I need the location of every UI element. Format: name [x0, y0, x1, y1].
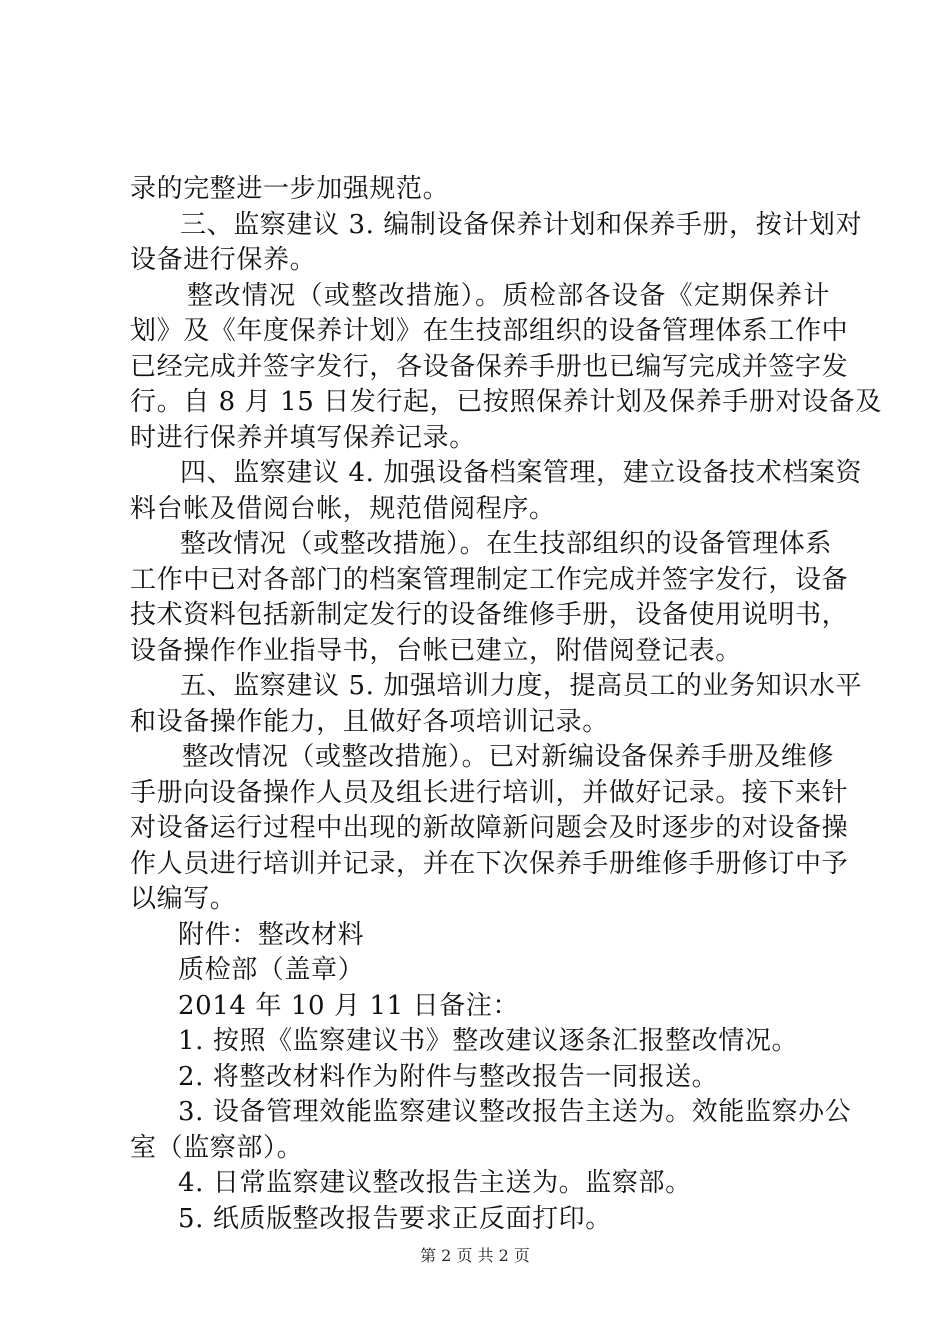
text-line: 2014 年 10 月 11 日备注：	[178, 990, 520, 1021]
text-line: 技术资料包括新制定发行的设备维修手册，设备使用说明书，	[130, 600, 849, 630]
text-line: 5. 纸质版整改报告要求正反面打印。	[178, 1203, 612, 1234]
text-line: 作人员进行培训并记录，并在下次保养手册维修手册修订中予	[130, 848, 849, 879]
text-line: 1. 按照《监察建议书》整改建议逐条汇报整改情况。	[178, 1026, 799, 1056]
text-line: 三、监察建议 3. 编制设备保养计划和保养手册，按计划对	[180, 209, 863, 240]
text-line: 工作中已对各部门的档案管理制定工作完成并签字发行，设备	[130, 564, 849, 595]
text-line: 附件：整改材料	[178, 919, 365, 950]
text-line: 五、监察建议 5. 加强培训力度，提高员工的业务知识水平	[180, 671, 863, 701]
text-line: 时进行保养并填写保养记录。	[130, 422, 476, 453]
document-body	[130, 172, 882, 1237]
text-line: 室（监察部）。	[130, 1132, 304, 1163]
text-line: 和设备操作能力，且做好各项培训记录。	[130, 706, 609, 737]
text-line: 以编写。	[130, 884, 237, 914]
text-line: 设备进行保养。	[130, 245, 317, 275]
text-line: 整改情况（或整改措施）。在生技部组织的设备管理体系	[180, 529, 833, 559]
text-line: 对设备运行过程中出现的新故障新问题会及时逐步的对设备操	[130, 813, 849, 843]
text-line: 划》及《年度保养计划》在生技部组织的设备管理体系工作中	[130, 316, 849, 346]
text-line: 手册向设备操作人员及组长进行培训，并做好记录。接下来针	[130, 777, 849, 808]
text-line: 4. 日常监察建议整改报告主送为。监察部。	[178, 1168, 692, 1198]
text-line: 3. 设备管理效能监察建议整改报告主送为。效能监察办公	[178, 1097, 852, 1127]
text-line: 已经完成并签字发行，各设备保养手册也已编写完成并签字发	[130, 351, 849, 382]
page-number-label: 第 2 页 共 2 页	[420, 1246, 530, 1265]
text-line: 行。自 8 月 15 日发行起，已按照保养计划及保养手册对设备及	[130, 387, 882, 417]
text-line: 质检部（盖章）	[178, 955, 365, 985]
page-footer	[0, 1243, 950, 1266]
text-line: 设备操作作业指导书，台帐已建立，附借阅登记表。	[130, 635, 742, 666]
text-line: 2. 将整改材料作为附件与整改报告一同报送。	[178, 1061, 719, 1092]
text-line: 整改情况（或整改措施）。已对新编设备保养手册及维修	[182, 742, 835, 772]
text-line: 录的完整进一步加强规范。	[130, 174, 450, 204]
text-line: 四、监察建议 4. 加强设备档案管理，建立设备技术档案资	[180, 458, 863, 488]
text-line: 整改情况（或整改措施）。质检部各设备《定期保养计	[187, 280, 830, 311]
text-line: 料台帐及借阅台帐，规范借阅程序。	[130, 493, 556, 524]
